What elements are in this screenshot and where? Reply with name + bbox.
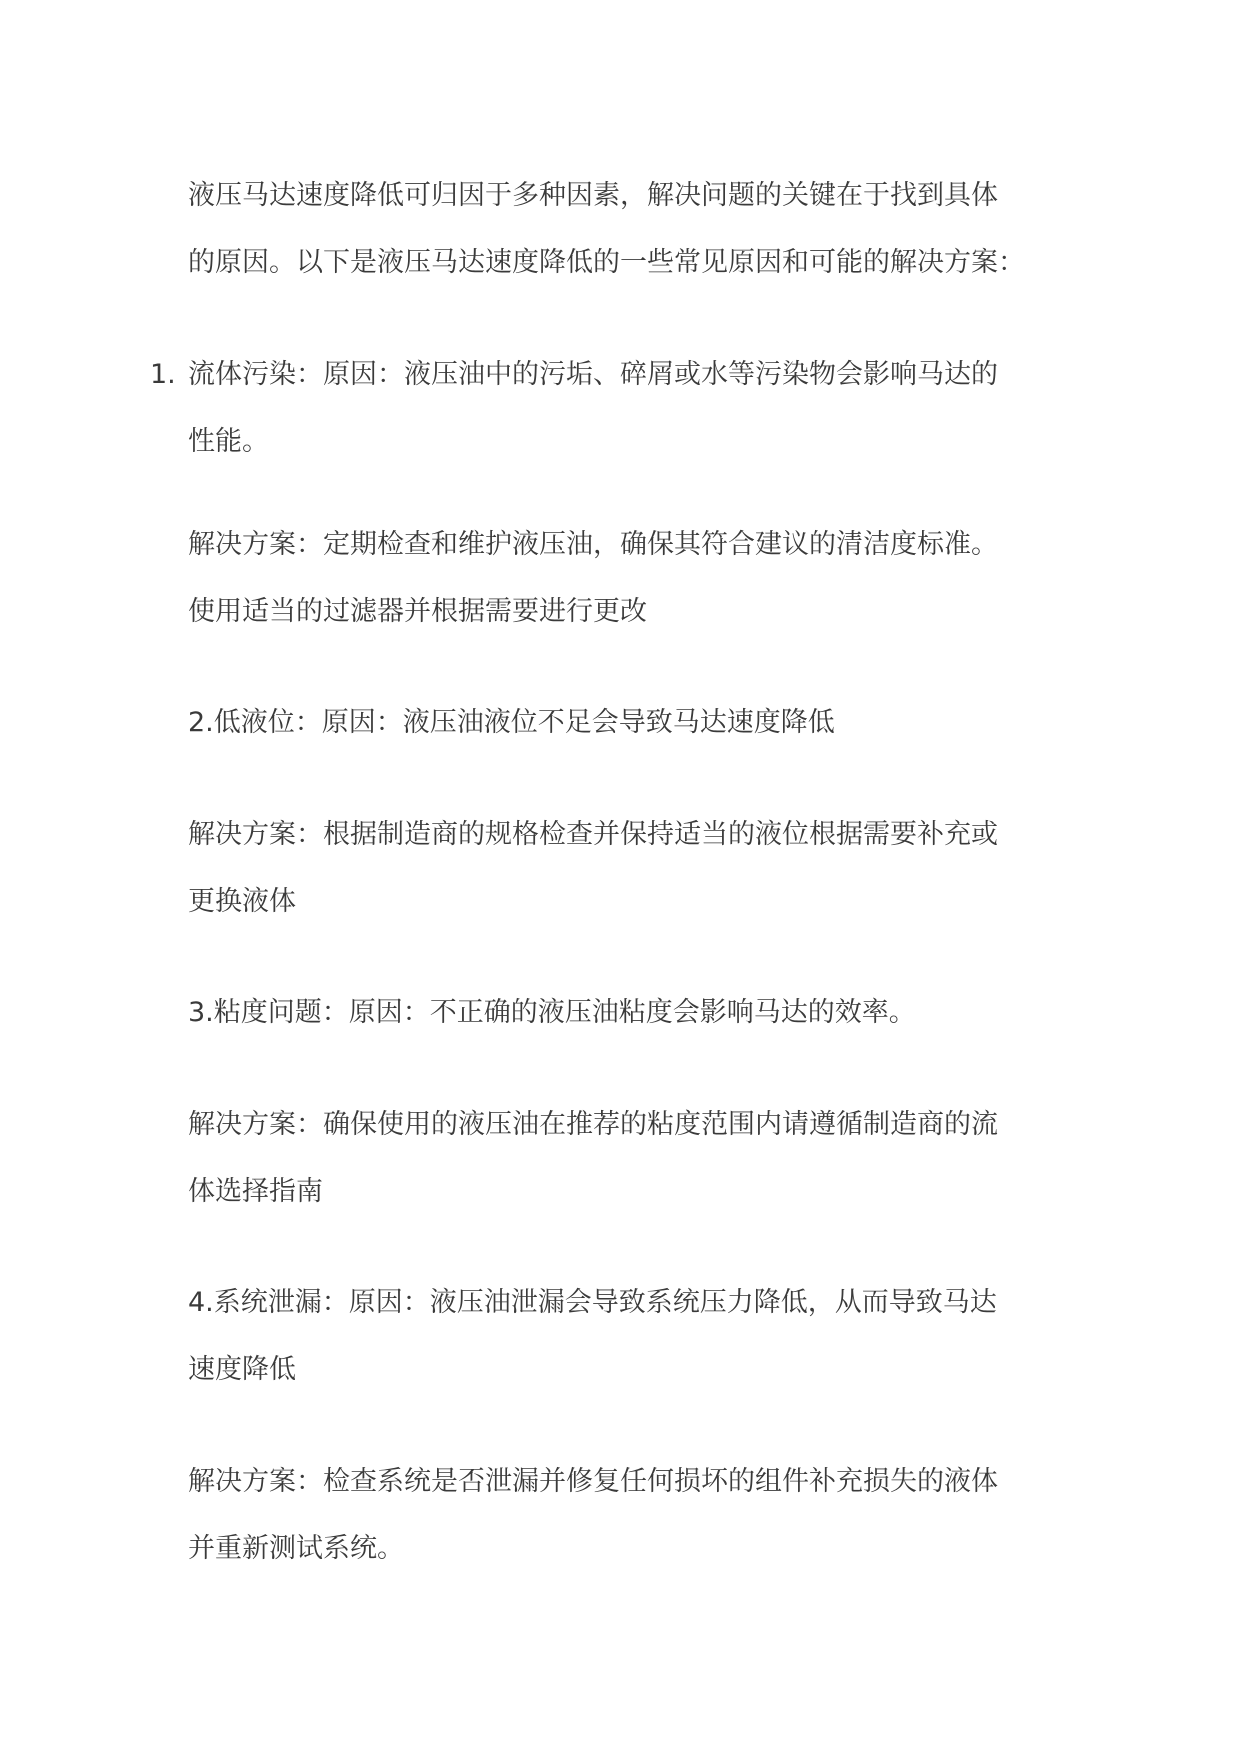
item-1-solution <box>188 511 1068 645</box>
cause-line: 2.低液位：原因：液压油液位不足会导致马达速度降低 <box>188 707 835 738</box>
solution-line: 解决方案：检查系统是否泄漏并修复任何损坏的组件补充损失的液体 <box>188 1466 998 1497</box>
list-marker-1: 1. <box>150 359 176 390</box>
solution-line: 解决方案：根据制造商的规格检查并保持适当的液位根据需要补充或 <box>188 819 998 850</box>
solution-line: 体选择指南 <box>188 1176 323 1207</box>
item-2-solution <box>188 801 1068 935</box>
solution-line: 解决方案：定期检查和维护液压油，确保其符合建议的清洁度标准。 <box>188 529 998 560</box>
item-3-cause <box>188 979 1068 1046</box>
solution-line: 使用适当的过滤器并根据需要进行更改 <box>188 596 647 627</box>
item-1-cause <box>188 341 1068 475</box>
intro-line: 的原因。以下是液压马达速度降低的一些常见原因和可能的解决方案： <box>188 247 1025 278</box>
solution-line: 解决方案：确保使用的液压油在推荐的粘度范围内请遵循制造商的流 <box>188 1109 998 1140</box>
item-3-solution <box>188 1091 1068 1225</box>
item-4-solution <box>188 1448 1068 1582</box>
solution-line: 更换液体 <box>188 886 296 917</box>
solution-line: 并重新测试系统。 <box>188 1533 404 1564</box>
cause-line: 性能。 <box>188 426 269 457</box>
cause-line: 3.粘度问题：原因：不正确的液压油粘度会影响马达的效率。 <box>188 997 916 1028</box>
intro-line: 液压马达速度降低可归因于多种因素，解决问题的关键在于找到具体 <box>188 180 998 211</box>
cause-line: 流体污染：原因：液压油中的污垢、碎屑或水等污染物会影响马达的 <box>188 359 998 390</box>
intro-paragraph <box>188 162 1068 296</box>
cause-line: 速度降低 <box>188 1354 296 1385</box>
item-4-cause <box>188 1269 1068 1403</box>
item-2-cause <box>188 689 1068 756</box>
cause-line: 4.系统泄漏：原因：液压油泄漏会导致系统压力降低，从而导致马达 <box>188 1287 997 1318</box>
